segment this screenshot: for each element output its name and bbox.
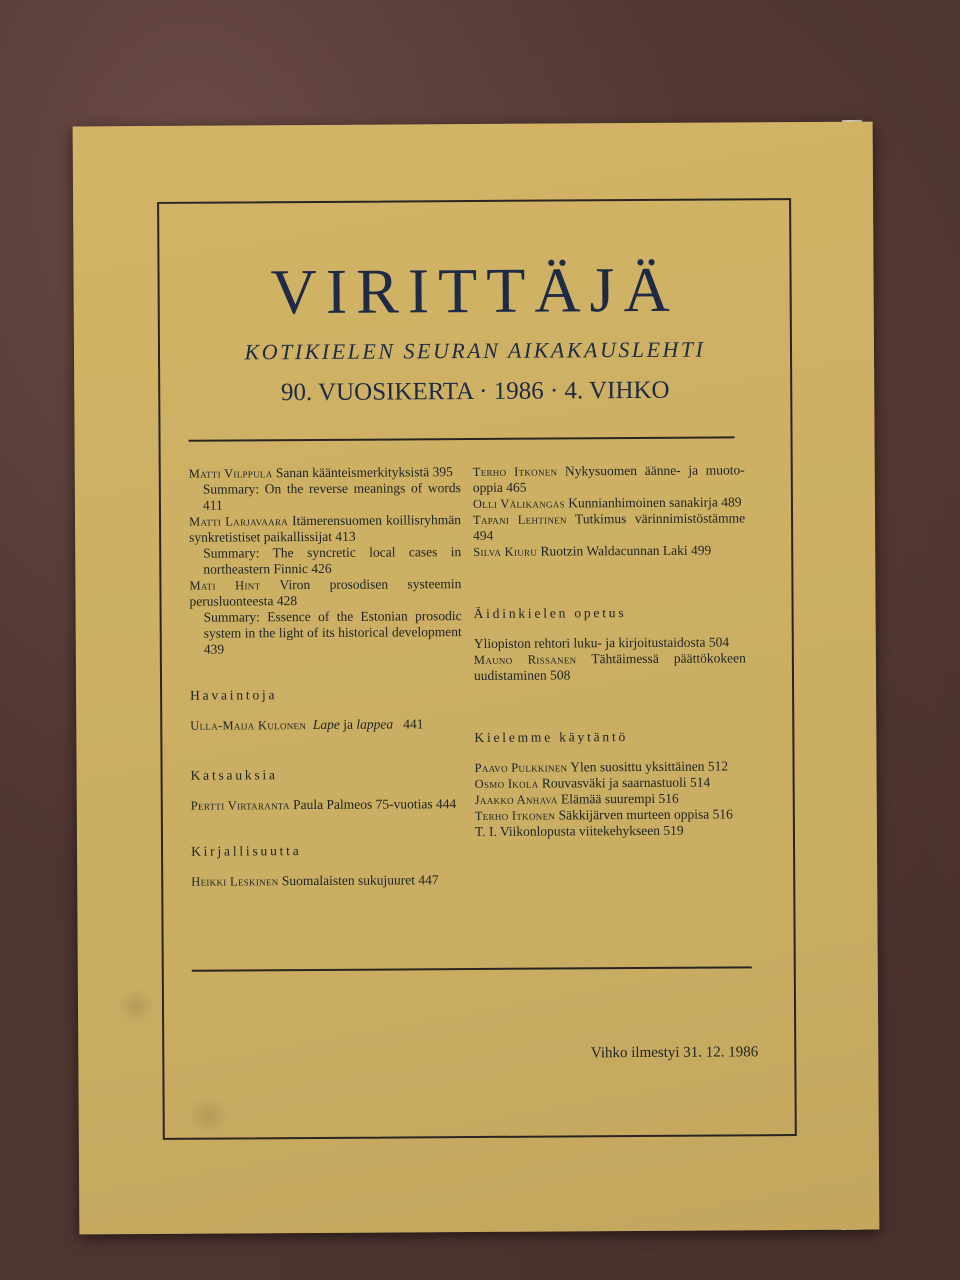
section-heading-aidinkielen-opetus: Äidinkielen opetus (473, 605, 627, 622)
toc-entry (191, 872, 463, 890)
paper-stain (118, 988, 154, 1024)
section-heading-katsauksia: Katsauksia (190, 767, 278, 783)
toc-title: Viikonlopusta viitekehykseen 519 (499, 822, 684, 839)
toc-title-conj: ja (343, 716, 354, 732)
toc-title: Paula Palmeos 75-vuotias 444 (293, 796, 457, 813)
toc-entry (473, 462, 745, 496)
toc-title: Ylen suosittu yksittäinen 512 (570, 758, 729, 775)
toc-title: Säkkijärven murteen oppisa 516 (558, 806, 733, 823)
toc-entry (191, 796, 463, 814)
toc-author: Terho Itkonen (474, 808, 556, 824)
toc-author: Silva Kiuru (473, 544, 538, 560)
toc-title: Sanan käänteismerkityksistä 395 (275, 464, 453, 481)
magazine-title: VIRITTÄJÄ (270, 253, 679, 328)
toc-author: Olli Välikangas (472, 496, 565, 512)
section-heading-havaintoja: Havaintoja (190, 687, 278, 703)
volume-line: 90. VUOSIKERTA · 1986 · 4. VIHKO (280, 376, 670, 407)
toc-title: Ruotzin Waldacunnan Laki 499 (540, 542, 712, 559)
issue-date: Vihko ilmestyi 31. 12. 1986 (590, 1044, 759, 1062)
toc-author: Mauno Rissanen (473, 652, 577, 668)
toc-title: Tutkimus värinnimistöstämme 494 (473, 510, 746, 544)
toc-author: Terho Itkonen (472, 464, 558, 480)
toc-entry (475, 758, 747, 776)
toc-author: T. I. (474, 823, 497, 840)
toc-entry (475, 806, 747, 824)
toc-title: Itämerensuomen koillisryhmän synkretistiset paikallissijat 413 (189, 512, 462, 545)
toc-summary: Summary: On the reverse meanings of words 411 (202, 480, 461, 513)
toc-author: Pertti Virtaranta (190, 798, 290, 813)
contents-left-column (189, 464, 464, 890)
toc-author: Paavo Pulkkinen (474, 760, 568, 776)
toc-entry (475, 774, 747, 792)
contents-right-column (473, 462, 747, 840)
magazine-cover (73, 122, 880, 1235)
section-heading-kirjallisuutta: Kirjallisuutta (191, 843, 302, 859)
toc-page: 441 (403, 716, 424, 732)
toc-entry (190, 716, 462, 734)
toc-entry (473, 494, 745, 512)
toc-title: Viron prosodisen systeemin perusluonteesta 428 (189, 576, 462, 609)
toc-entry (189, 464, 461, 482)
toc-title: Tähtäimessä päättökokeen uudistaminen 508 (473, 650, 746, 684)
toc-title: Yliopiston rehtori luku- ja kirjoitustaidosta 504 (473, 634, 730, 652)
toc-title: Elämää suurempi 516 (560, 790, 679, 807)
section-heading-kielemme-kaytanto: Kielemme käytäntö (474, 729, 629, 746)
toc-author: Matti Larjavaara (188, 514, 289, 529)
toc-entry (474, 650, 746, 684)
cover-frame (157, 198, 797, 1140)
toc-title: Suomalaisten sukujuuret 447 (281, 872, 439, 889)
magazine-subtitle: KOTIKIELEN SEURAN AIKAKAUSLEHTI (244, 336, 706, 365)
toc-title: Rouvasväki ja saarnastuoli 514 (541, 774, 711, 791)
bottom-divider (192, 966, 752, 971)
toc-entry (475, 822, 747, 840)
toc-author: Mati Hint (189, 578, 261, 593)
toc-title: Nykysuomen äänne- ja muoto-oppia 465 (472, 462, 745, 496)
toc-entry (189, 576, 461, 610)
toc-author: Matti Vilppula (188, 466, 273, 481)
toc-summary: Summary: The syncretic local cases in northeastern Finnic 426 (203, 544, 462, 577)
toc-entry (473, 542, 745, 560)
top-divider (189, 436, 735, 441)
toc-entry (474, 634, 746, 652)
toc-summary: Summary: Essence of the Estonian prosodic system in the light of its historical development 439 (203, 608, 462, 657)
toc-entry (189, 512, 461, 546)
toc-author: Heikki Leskinen (191, 874, 279, 889)
toc-title-italic: lappea (356, 716, 394, 732)
toc-entry (475, 790, 747, 808)
toc-entry (473, 510, 745, 544)
toc-author: Ulla-Maija Kulonen (190, 718, 307, 733)
toc-author: Tapani Lehtinen (472, 512, 567, 528)
toc-title-italic: Lape (312, 716, 340, 732)
toc-author: Jaakko Anhava (474, 792, 558, 808)
toc-title: Kunnianhimoinen sanakirja 489 (568, 494, 742, 511)
toc-author: Osmo Ikola (474, 776, 539, 792)
